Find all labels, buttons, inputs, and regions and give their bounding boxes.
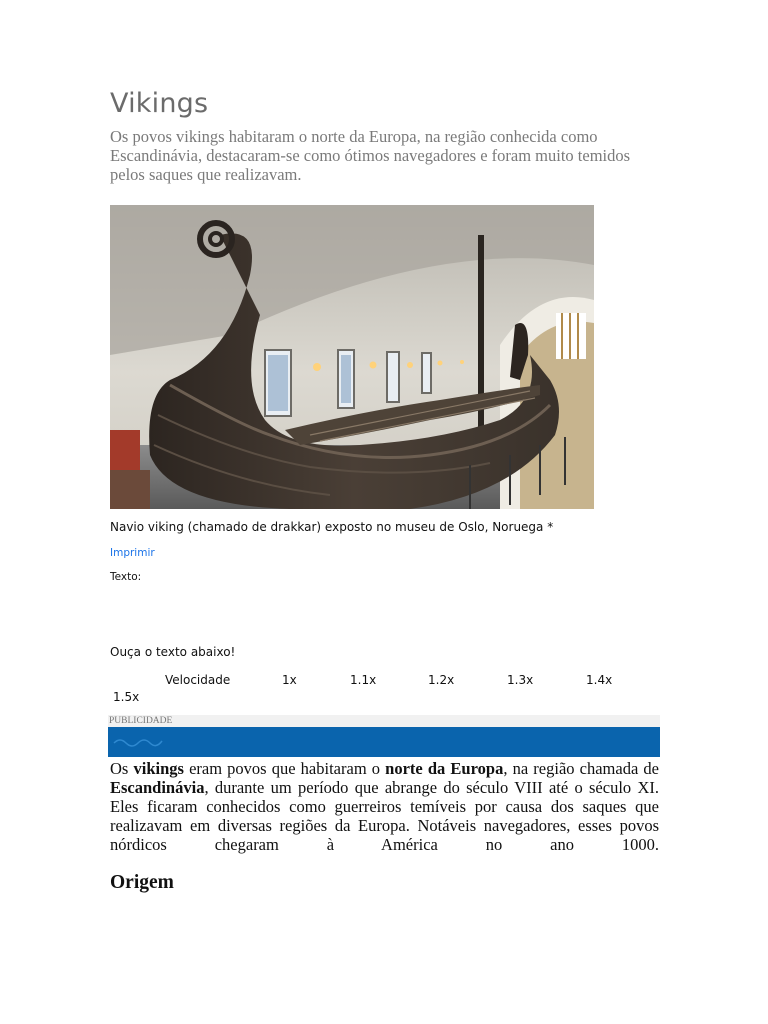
ad-banner[interactable] [108,727,660,757]
bold-norte-da-europa: norte da Europa [385,759,504,778]
page-title: Vikings [110,88,209,119]
speed-label: Velocidade [165,673,231,687]
print-link[interactable]: Imprimir [110,547,155,559]
speed-control [110,673,650,707]
speed-option-1x[interactable]: 1x [282,673,297,687]
lead-paragraph: Os povos vikings habitaram o norte da Europa, na região conhecida como Escandinávia, destacaram-se como ótimos navegadores e foram muito temidos pelos saques que realizavam. [110,127,631,184]
ad-label: PUBLICIDADE [108,715,660,727]
listen-label: Ouça o texto abaixo! [110,645,236,659]
speed-option-1-2x[interactable]: 1.2x [428,673,455,687]
texto-label: Texto: [110,571,142,583]
body-paragraph: Os vikings eram povos que habitaram o norte da Europa, na região chamada de Escandinávia, durante um período que abrange do século VIII até o século XI. Eles ficaram conhecidos como guerreiros temíveis por causa dos saques que realizavam em diversas regiões da Europa. Notáveis navegadores, esses povos nórdicos chegaram à América no ano 1000. [110,759,659,854]
speed-option-1-5x[interactable]: 1.5x [113,690,140,704]
viking-ship-photo [110,205,594,509]
bold-escandinavia: Escandinávia [110,778,205,797]
speed-option-1-1x[interactable]: 1.1x [350,673,377,687]
speed-option-1-3x[interactable]: 1.3x [507,673,534,687]
photo-caption: Navio viking (chamado de drakkar) exposto no museu de Oslo, Noruega * [110,520,554,534]
wave-icon [110,727,170,757]
bold-vikings: vikings [133,759,184,778]
speed-option-1-4x[interactable]: 1.4x [586,673,613,687]
section-heading-origem: Origem [110,872,174,893]
